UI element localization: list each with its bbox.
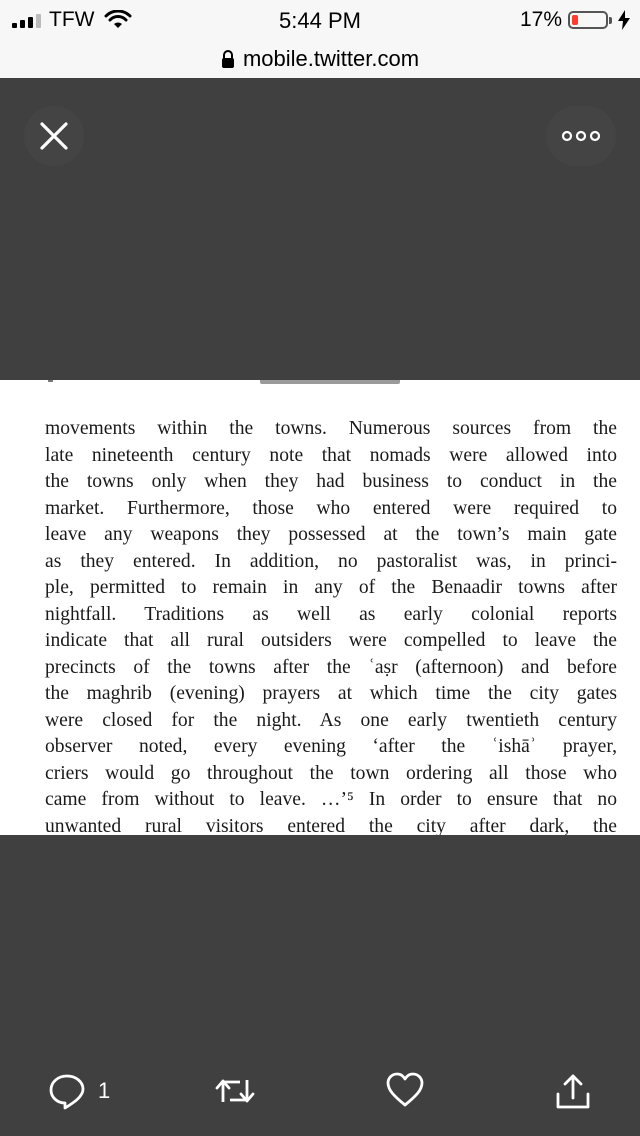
document-line: late nineteenth century note that nomads were allowed into bbox=[45, 444, 617, 466]
more-icon bbox=[561, 130, 601, 142]
reply-icon bbox=[48, 1072, 86, 1110]
tweet-image[interactable] bbox=[0, 380, 640, 835]
battery-level bbox=[572, 15, 578, 25]
media-toolbar bbox=[0, 78, 640, 380]
document-line: criers would go throughout the town ordering all those who bbox=[45, 762, 617, 784]
document-line: came from without to leave. …’⁵ In order to ensure that no bbox=[45, 789, 617, 810]
document-line: movements within the towns. Numerous sources from the bbox=[45, 418, 617, 439]
share-icon bbox=[554, 1072, 592, 1110]
url-text: mobile.twitter.com bbox=[242, 46, 420, 71]
battery-icon bbox=[568, 11, 608, 29]
charging-icon bbox=[618, 10, 630, 30]
header-mark bbox=[48, 380, 53, 382]
document-line: market. Furthermore, those who entered were required to bbox=[45, 497, 617, 519]
like-button[interactable] bbox=[386, 1072, 424, 1108]
document-line: precincts of the towns after the ʿaṣr (afternoon) and before bbox=[45, 656, 617, 678]
document-line: the towns only when they had business to conduct in the bbox=[45, 471, 617, 492]
heart-icon bbox=[386, 1072, 424, 1108]
document-line: were closed for the night. As one early twentieth century bbox=[45, 709, 617, 731]
document-line: ple, permitted to remain in any of the Benaadir towns after bbox=[45, 577, 617, 598]
close-icon bbox=[39, 121, 69, 151]
status-bar bbox=[0, 0, 640, 40]
document-line: unwanted rural visitors entered the city after dark, the bbox=[45, 815, 617, 835]
retweet-button[interactable] bbox=[214, 1072, 256, 1110]
retweet-icon bbox=[214, 1072, 256, 1110]
document-line: leave any weapons they possessed at the town’s main gate bbox=[45, 524, 617, 545]
url-bar[interactable] bbox=[0, 40, 640, 78]
document-line: nightfall. Traditions as well as early colonial reports bbox=[45, 603, 617, 625]
reply-count: 1 bbox=[98, 1078, 111, 1103]
document-line: the maghrib (evening) prayers at which time the city gates bbox=[45, 683, 617, 704]
close-button[interactable] bbox=[24, 106, 84, 166]
carrier-name: TFW bbox=[49, 8, 95, 31]
status-right bbox=[520, 8, 630, 32]
share-button[interactable] bbox=[554, 1072, 592, 1110]
document-line: as they entered. In addition, no pastoralist was, in princi- bbox=[45, 550, 617, 572]
battery-percent: 17% bbox=[519, 8, 562, 31]
document-line: observer noted, every evening ‘after the ʿishāʾ prayer, bbox=[45, 736, 617, 757]
more-options-button[interactable] bbox=[546, 106, 616, 166]
tweet-actions bbox=[0, 1060, 640, 1120]
document-line: indicate that all rural outsiders were compelled to leave the bbox=[45, 630, 617, 651]
clock: 5:44 PM bbox=[279, 8, 361, 33]
reply-button[interactable] bbox=[48, 1072, 110, 1110]
document-text bbox=[45, 416, 617, 835]
running-header bbox=[260, 380, 400, 384]
lock-icon bbox=[221, 50, 235, 68]
